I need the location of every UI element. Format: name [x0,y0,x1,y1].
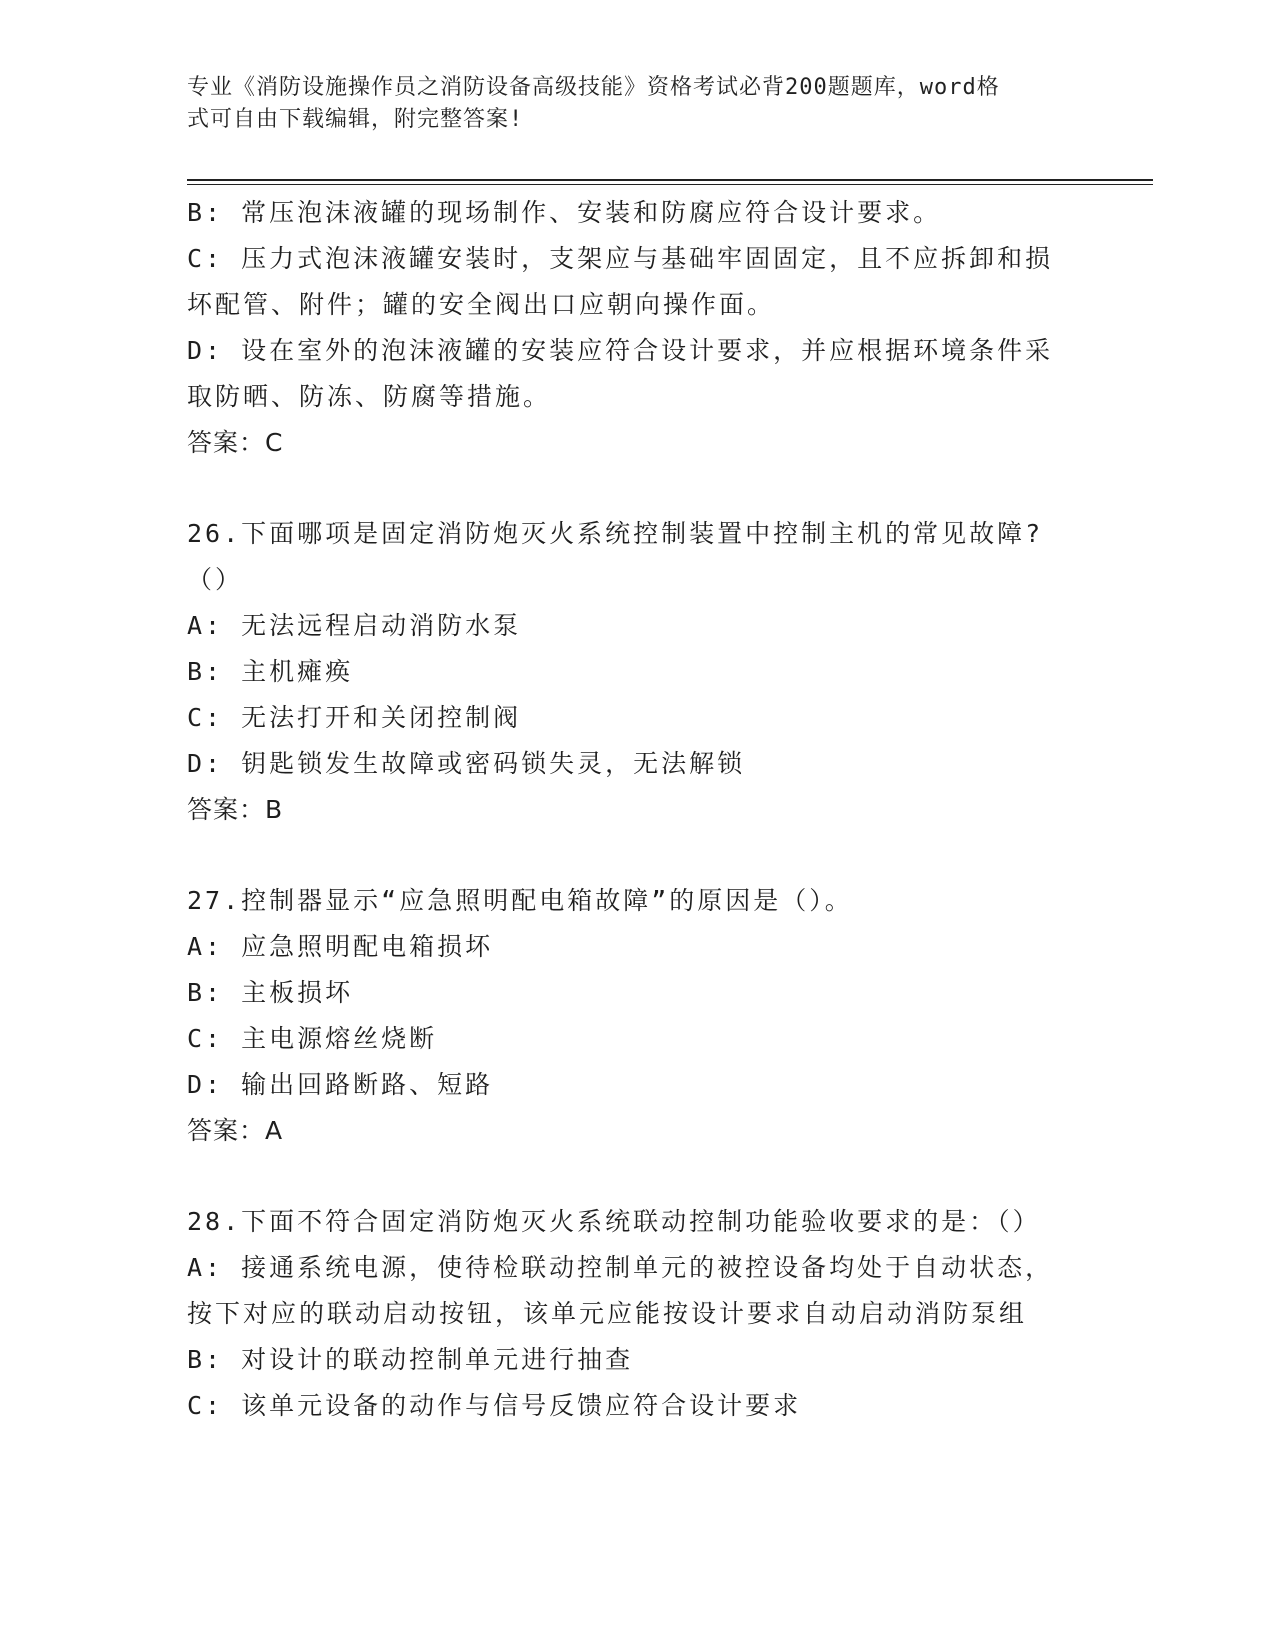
document-header [187,72,1067,136]
answer: 答案：C [187,428,284,457]
question-27 [187,878,1087,1154]
option-b: B: 主机瘫痪 [187,657,354,686]
answer: 答案：B [187,795,284,824]
option-b: B: 常压泡沫液罐的现场制作、安装和防腐应符合设计要求。 [187,198,942,227]
question-28 [187,1199,1087,1429]
question-text-continued: （） [187,565,244,594]
header-divider-thin [187,184,1153,185]
option-c: C: 主电源熔丝烧断 [187,1024,438,1053]
question-26 [187,511,1087,833]
header-divider-thick [187,179,1153,181]
option-a: A: 应急照明配电箱损坏 [187,932,494,961]
option-a: A: 接通系统电源，使待检联动控制单元的被控设备均处于自动状态， [187,1253,1054,1282]
option-c-continued: 坏配管、附件；罐的安全阀出口应朝向操作面。 [187,290,776,319]
option-c: C: 压力式泡沫液罐安装时，支架应与基础牢固固定，且不应拆卸和损 [187,244,1054,273]
option-c: C: 无法打开和关闭控制阀 [187,703,522,732]
header-line-1: 专业《消防设施操作员之消防设备高级技能》资格考试必背200题题库，word格 [187,75,1000,100]
option-a-continued: 按下对应的联动启动按钮，该单元应能按设计要求自动启动消防泵组 [187,1299,1028,1328]
question-text: 27.控制器显示“应急照明配电箱故障”的原因是（）。 [187,886,853,915]
question-text: 28.下面不符合固定消防炮灭火系统联动控制功能验收要求的是：（） [187,1207,1041,1236]
option-c: C: 该单元设备的动作与信号反馈应符合设计要求 [187,1391,802,1420]
document-body [187,190,1087,1429]
option-b: B: 主板损坏 [187,978,354,1007]
option-d: D: 设在室外的泡沫液罐的安装应符合设计要求，并应根据环境条件采 [187,336,1054,365]
question-text: 26.下面哪项是固定消防炮灭火系统控制装置中控制主机的常见故障? [187,519,1044,548]
option-d-continued: 取防晒、防冻、防腐等措施。 [187,382,552,411]
answer: 答案：A [187,1116,284,1145]
option-a: A: 无法远程启动消防水泵 [187,611,522,640]
question-25-partial [187,190,1087,466]
header-line-2: 式可自由下载编辑，附完整答案! [187,107,524,132]
option-b: B: 对设计的联动控制单元进行抽查 [187,1345,634,1374]
option-d: D: 输出回路断路、短路 [187,1070,494,1099]
option-d: D: 钥匙锁发生故障或密码锁失灵，无法解锁 [187,749,746,778]
